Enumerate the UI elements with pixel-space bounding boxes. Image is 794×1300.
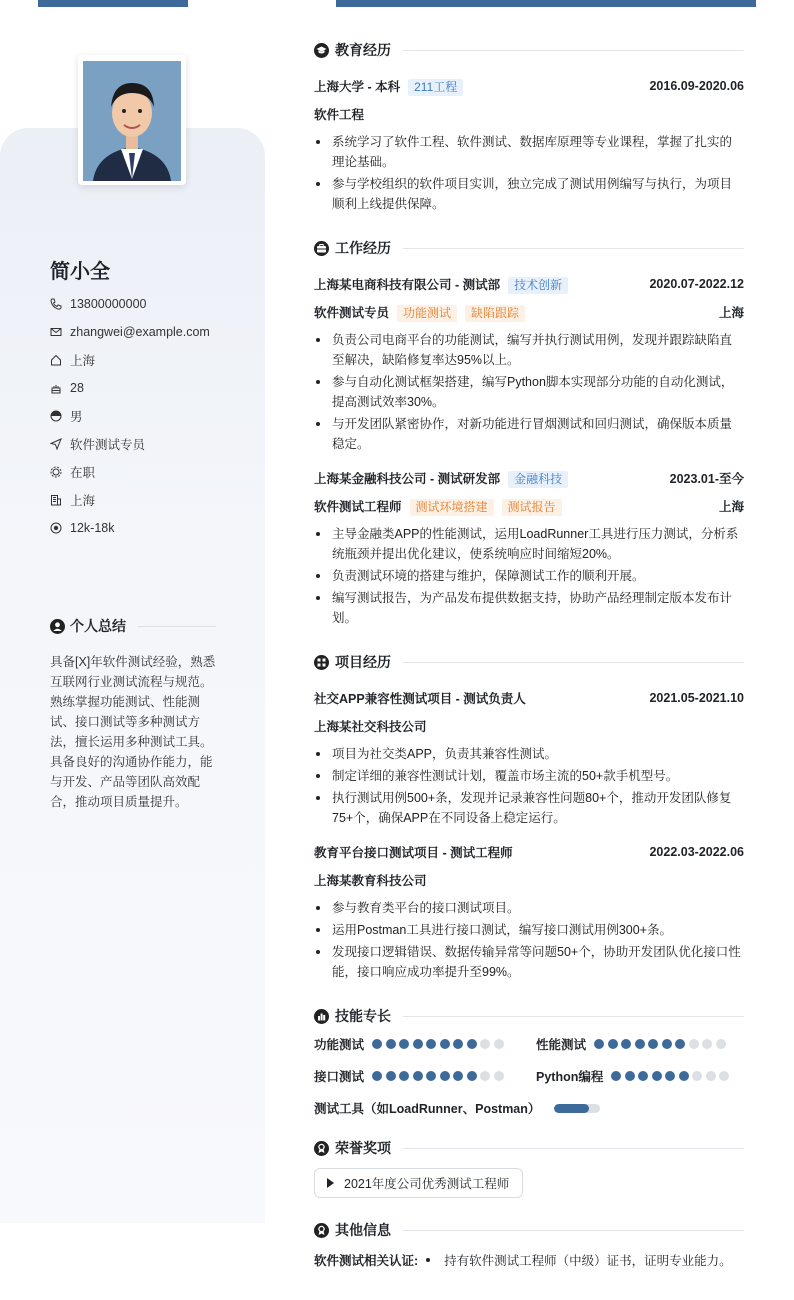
play-triangle-icon [327, 1178, 334, 1188]
profile-photo [83, 61, 181, 181]
project-name: 社交APP兼容性测试项目 - 测试负责人 [314, 692, 526, 706]
info-position [50, 430, 210, 458]
skill-item [314, 1066, 536, 1086]
mail-icon [50, 326, 62, 338]
summary-text: 具备[X]年软件测试经验，熟悉互联网行业测试流程与规范。熟练掌握功能测试、性能测试、接口测试等多种测试方法，擅长运用多种测试工具。具备良好的沟通协作能力，能与开发、产品等团队高效配合，推动项目质量提升。 [50, 655, 216, 809]
rating-dot-filled [679, 1071, 689, 1081]
job-company: 上海某金融科技公司 - 测试研发部 [314, 471, 501, 486]
skills-heading-text: 技能专长 [335, 1008, 391, 1024]
rating-dot-filled [453, 1071, 463, 1081]
job-header-row [314, 270, 744, 298]
job-tag: 技术创新 [508, 277, 568, 294]
list-item: 系统学习了软件工程、软件测试、数据库原理等专业课程，掌握了扎实的理论基础。 [314, 132, 744, 172]
honors-heading-text: 荣誉奖项 [335, 1140, 391, 1156]
award-text: 2021年度公司优秀测试工程师 [344, 1177, 510, 1191]
award-item[interactable] [314, 1168, 523, 1198]
rating-dot-filled [426, 1039, 436, 1049]
education-tag: 211工程 [408, 79, 463, 96]
project-header-row [314, 684, 744, 712]
divider [403, 248, 744, 249]
info-salary [50, 514, 210, 542]
projects-heading-text: 项目经历 [335, 654, 391, 670]
skill-rating [372, 1039, 507, 1049]
education-major: 软件工程 [314, 108, 365, 122]
contact-info-list [50, 290, 210, 542]
job-city: 上海 [718, 306, 744, 320]
job-role-row [314, 298, 744, 326]
job-skill-tag: 功能测试 [397, 305, 457, 322]
honors-heading [314, 1136, 744, 1160]
graduation-cap-icon [314, 43, 329, 58]
info-phone [50, 290, 210, 318]
rating-dot-filled [440, 1039, 450, 1049]
list-item: 运用Postman工具进行接口测试，编写接口测试用例300+条。 [314, 920, 744, 940]
rating-dot-empty [689, 1039, 699, 1049]
header-accent-bar-right [336, 0, 756, 7]
job-role: 软件测试专员 [314, 305, 390, 320]
rating-dot-filled [426, 1071, 436, 1081]
bullet-dot [426, 1258, 430, 1262]
gender-icon [50, 410, 62, 422]
skill-rating [611, 1071, 733, 1081]
grid-icon [314, 655, 329, 670]
skill-item-tools [314, 1098, 744, 1118]
rating-dot-empty [692, 1071, 702, 1081]
info-city [50, 486, 210, 514]
home-icon [50, 354, 62, 366]
skill-progress-bar [554, 1104, 600, 1113]
job-tag: 金融科技 [508, 471, 568, 488]
list-item: 参与自动化测试框架搭建，编写Python脚本实现部分功能的自动化测试，提高测试效率30%。 [314, 372, 744, 412]
rating-dot-filled [608, 1039, 618, 1049]
education-major-row [314, 100, 744, 128]
job-role-row [314, 492, 744, 520]
profile-photo-frame [78, 55, 186, 185]
age-icon [50, 382, 62, 394]
projects-heading [314, 650, 744, 674]
bar-chart-icon [314, 1009, 329, 1024]
info-phone-text: 13800000000 [70, 297, 147, 311]
divider [403, 50, 744, 51]
info-location-text: 上海 [70, 354, 96, 368]
skill-progress-fill [554, 1104, 589, 1113]
work-heading-text: 工作经历 [335, 240, 391, 256]
skill-name: Python编程 [536, 1070, 604, 1084]
job-date: 2023.01-至今 [669, 472, 744, 486]
project-name: 教育平台接口测试项目 - 测试工程师 [314, 846, 513, 860]
summary-heading [50, 616, 216, 636]
list-item: 参与学校组织的软件项目实训，独立完成了测试用例编写与执行，为项目顺利上线提供保障。 [314, 174, 744, 214]
skill-name: 性能测试 [536, 1038, 587, 1052]
info-age [50, 374, 210, 402]
skills-heading [314, 1004, 744, 1028]
skills-grid [314, 1034, 744, 1118]
info-city-text: 上海 [70, 494, 96, 508]
rating-dot-filled [386, 1071, 396, 1081]
info-gender [50, 402, 210, 430]
rating-dot-filled [638, 1071, 648, 1081]
info-age-text: 28 [70, 381, 84, 395]
other-label: 软件测试相关认证: [314, 1254, 419, 1268]
info-email [50, 318, 210, 346]
job-role: 软件测试工程师 [314, 499, 402, 514]
rating-dot-filled [611, 1071, 621, 1081]
rating-dot-filled [635, 1039, 645, 1049]
building-icon [50, 494, 62, 506]
rating-dot-filled [399, 1071, 409, 1081]
project-org-row [314, 712, 744, 740]
rating-dot-empty [719, 1071, 729, 1081]
education-heading [314, 38, 744, 62]
briefcase-icon [314, 241, 329, 256]
divider [403, 1230, 744, 1231]
list-item: 负责公司电商平台的功能测试，编写并执行测试用例，发现并跟踪缺陷直至解决，缺陷修复率达95%以上。 [314, 330, 744, 370]
rating-dot-filled [453, 1039, 463, 1049]
list-item: 参与教育类平台的接口测试项目。 [314, 898, 744, 918]
project-date: 2022.03-2022.06 [649, 845, 744, 859]
other-text: 持有软件测试工程师（中级）证书，证明专业能力。 [444, 1254, 732, 1268]
rating-dot-filled [372, 1071, 382, 1081]
skill-rating [372, 1071, 507, 1081]
skill-item [314, 1034, 536, 1054]
rating-dot-filled [386, 1039, 396, 1049]
summary-heading-text: 个人总结 [70, 618, 126, 634]
info-status [50, 458, 210, 486]
project-header-row [314, 838, 744, 866]
job-company: 上海某电商科技有限公司 - 测试部 [314, 277, 501, 292]
rating-dot-filled [399, 1039, 409, 1049]
job-bullets [314, 524, 744, 628]
rating-dot-filled [652, 1071, 662, 1081]
project-bullets [314, 898, 744, 982]
job-skill-tag: 测试环境搭建 [410, 499, 494, 516]
info-gender-text: 男 [70, 410, 83, 424]
rating-dot-empty [494, 1071, 504, 1081]
rating-dot-empty [480, 1039, 490, 1049]
list-item: 与开发团队紧密协作，对新功能进行冒烟测试和回归测试，确保版本质量稳定。 [314, 414, 744, 454]
list-item: 主导金融类APP的性能测试，运用LoadRunner工具进行压力测试，分析系统瓶颈并提出优化建议，使系统响应时间缩短20%。 [314, 524, 744, 564]
rating-dot-empty [716, 1039, 726, 1049]
job-skill-tag: 测试报告 [502, 499, 562, 516]
job-bullets [314, 330, 744, 454]
rating-dot-filled [621, 1039, 631, 1049]
rating-dot-filled [648, 1039, 658, 1049]
divider [138, 626, 216, 627]
info-salary-text: 12k-18k [70, 521, 115, 535]
project-org: 上海某教育科技公司 [314, 874, 427, 888]
rating-dot-filled [440, 1071, 450, 1081]
divider [403, 1016, 744, 1017]
rating-dot-filled [675, 1039, 685, 1049]
rating-dot-filled [662, 1039, 672, 1049]
job-city: 上海 [718, 500, 744, 514]
list-item: 项目为社交类APP，负责其兼容性测试。 [314, 744, 744, 764]
skill-rating [594, 1039, 729, 1049]
rating-dot-empty [706, 1071, 716, 1081]
profile-name: 简小全 [50, 261, 110, 283]
phone-icon [50, 298, 62, 310]
award-icon [314, 1141, 329, 1156]
rating-dot-filled [467, 1039, 477, 1049]
list-item: 编写测试报告，为产品发布提供数据支持，协助产品经理制定版本发布计划。 [314, 588, 744, 628]
job-date: 2020.07-2022.12 [649, 277, 744, 291]
education-heading-text: 教育经历 [335, 42, 391, 58]
user-circle-icon [50, 619, 65, 634]
rating-dot-filled [413, 1071, 423, 1081]
other-heading [314, 1218, 744, 1242]
project-date: 2021.05-2021.10 [649, 691, 744, 705]
info-status-text: 在职 [70, 466, 96, 480]
work-heading [314, 236, 744, 260]
education-school-row [314, 72, 744, 100]
skill-name: 测试工具（如LoadRunner、Postman） [314, 1102, 541, 1116]
header-accent-bar-left [38, 0, 188, 7]
project-bullets [314, 744, 744, 828]
divider [403, 1148, 744, 1149]
project-org-row [314, 866, 744, 894]
job-header-row [314, 464, 744, 492]
award-icon [314, 1223, 329, 1238]
info-position-text: 软件测试专员 [70, 438, 146, 452]
education-bullets [314, 132, 744, 214]
info-location [50, 346, 210, 374]
skill-name: 接口测试 [314, 1070, 365, 1084]
skill-item [536, 1034, 744, 1054]
rating-dot-filled [467, 1071, 477, 1081]
rating-dot-filled [372, 1039, 382, 1049]
send-icon [50, 438, 62, 450]
skill-name: 功能测试 [314, 1038, 365, 1052]
rating-dot-empty [480, 1071, 490, 1081]
rating-dot-filled [665, 1071, 675, 1081]
project-org: 上海某社交科技公司 [314, 720, 427, 734]
rating-dot-empty [702, 1039, 712, 1049]
salary-icon [50, 522, 62, 534]
rating-dot-empty [494, 1039, 504, 1049]
divider [403, 662, 744, 663]
rating-dot-filled [413, 1039, 423, 1049]
list-item: 负责测试环境的搭建与维护，保障测试工作的顺利开展。 [314, 566, 744, 586]
job-skill-tag: 缺陷跟踪 [465, 305, 525, 322]
info-email-text: zhangwei@example.com [70, 325, 210, 339]
rating-dot-filled [625, 1071, 635, 1081]
other-heading-text: 其他信息 [335, 1222, 391, 1238]
status-icon [50, 466, 62, 478]
other-info-row [314, 1248, 744, 1272]
skill-item [536, 1066, 744, 1086]
list-item: 发现接口逻辑错误、数据传输异常等问题50+个，协助开发团队优化接口性能，接口响应成功率提升至99%。 [314, 942, 744, 982]
main-content [314, 38, 744, 1272]
rating-dot-filled [594, 1039, 604, 1049]
education-date: 2016.09-2020.06 [649, 79, 744, 93]
education-school: 上海大学 - 本科 [314, 79, 401, 94]
list-item: 执行测试用例500+条，发现并记录兼容性问题80+个，推动开发团队修复75+个，确保APP在不同设备上稳定运行。 [314, 788, 744, 828]
list-item: 制定详细的兼容性测试计划，覆盖市场主流的50+款手机型号。 [314, 766, 744, 786]
